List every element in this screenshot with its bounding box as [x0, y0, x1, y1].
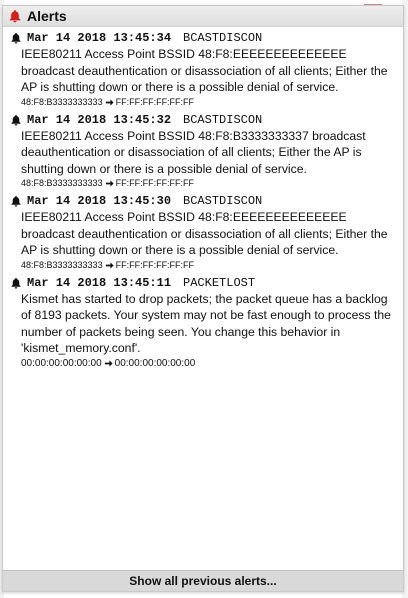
alert-macs	[9, 96, 397, 109]
alert-macs	[9, 357, 397, 370]
arrow-right-icon	[104, 359, 113, 368]
alert-timestamp: Mar 14 2018 13:45:34	[27, 31, 172, 45]
alert-header	[9, 275, 397, 291]
source-mac: 48:F8:B3333333333	[21, 178, 103, 188]
alerts-header[interactable]	[3, 6, 403, 27]
alert-message: IEEE80211 Access Point BSSID 48:F8:B3333333337 broadcast deauthentication or disassociation of all clients; Either the AP is shutting down or there is a possible denial of service.	[21, 128, 366, 176]
source-mac: 00:00:00:00:00:00	[21, 357, 102, 369]
alert-message: Kismet has started to drop packets; the packet queue has a backlog of 8193 packets. Your system may not be fast enough to process the number of packets being seen. You change this behavior in 'kismet_memory.conf'.	[21, 291, 391, 355]
arrow-right-icon	[105, 179, 114, 188]
alert-item	[9, 30, 397, 109]
dest-mac: FF:FF:FF:FF:FF:FF	[115, 96, 195, 107]
alert-header	[9, 112, 397, 128]
alerts-panel	[2, 5, 404, 592]
alert-timestamp: Mar 14 2018 13:45:32	[27, 112, 172, 127]
source-mac: 48:F8:B3333333333	[21, 96, 103, 107]
alert-macs	[9, 259, 397, 272]
alert-header	[9, 30, 397, 46]
alert-message: IEEE80211 Access Point BSSID 48:F8:EEEEEEEEEEEEEE broadcast deauthentication or disassociation of all clients; Either the AP is shutting down or there is a possible denial of service.	[21, 47, 388, 94]
alert-item	[9, 112, 397, 191]
panel-title: Alerts	[27, 8, 67, 24]
bell-icon	[10, 277, 22, 289]
alert-header	[9, 193, 397, 209]
arrow-right-icon	[105, 98, 114, 107]
source-mac: 48:F8:B3333333333	[21, 259, 103, 270]
dest-mac: FF:FF:FF:FF:FF:FF	[115, 259, 195, 270]
bell-icon	[10, 114, 22, 126]
alert-code: PACKETLOST	[183, 275, 256, 290]
alert-item	[9, 193, 397, 272]
alert-macs	[9, 177, 397, 190]
alerts-list	[3, 30, 403, 370]
bell-icon	[10, 32, 22, 44]
alert-message: IEEE80211 Access Point BSSID 48:F8:EEEEEEEEEEEEEE broadcast deauthentication or disassociation of all clients; Either the AP is shutting down or there is a possible denial of service.	[21, 210, 388, 257]
alert-timestamp: Mar 14 2018 13:45:30	[27, 194, 172, 208]
alert-code: BCASTDISCON	[183, 194, 263, 208]
dest-mac: FF:FF:FF:FF:FF:FF	[115, 178, 195, 188]
arrow-right-icon	[105, 261, 114, 270]
alert-item	[9, 275, 397, 370]
alert-code: BCASTDISCON	[183, 31, 263, 45]
alert-timestamp: Mar 14 2018 13:45:11	[27, 275, 172, 290]
alert-code: BCASTDISCON	[183, 112, 263, 127]
dest-mac: 00:00:00:00:00:00	[114, 357, 196, 369]
bell-icon	[10, 195, 22, 207]
bell-icon	[8, 9, 22, 23]
show-all-alerts-button[interactable]: Show all previous alerts...	[3, 570, 403, 591]
